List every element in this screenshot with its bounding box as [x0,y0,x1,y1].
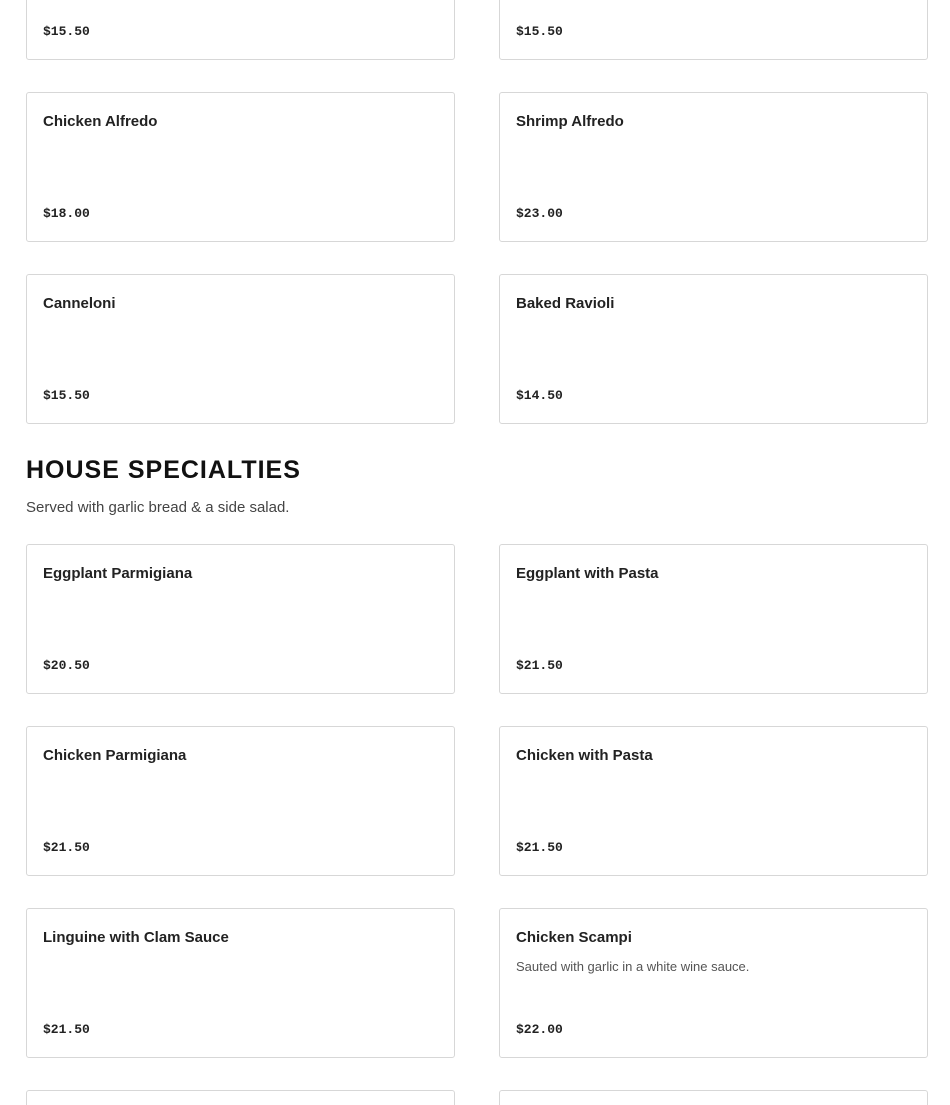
item-name: Eggplant with Pasta [516,565,659,582]
item-name: Chicken with Pasta [516,747,653,764]
item-name: Chicken Parmigiana [43,747,187,764]
item-name: Canneloni [43,295,116,312]
menu-item-card[interactable] [26,908,455,1058]
menu-item-card[interactable] [499,92,928,242]
section-title: HOUSE SPECIALTIES [26,456,301,484]
item-price: $22.00 [516,1022,563,1037]
menu-item-card[interactable] [499,908,928,1058]
menu-item-card[interactable] [26,1090,455,1105]
item-price: $15.50 [43,388,90,403]
item-price: $23.00 [516,206,563,221]
item-name: Chicken Alfredo [43,113,158,130]
menu-item-card[interactable] [26,0,455,60]
item-price: $18.00 [43,206,90,221]
menu-item-card[interactable] [499,0,928,60]
section-description: Served with garlic bread & a side salad. [26,499,290,516]
menu-item-card[interactable] [499,1090,928,1105]
menu-item-card[interactable] [26,544,455,694]
item-price: $15.50 [43,24,90,39]
item-price: $21.50 [43,840,90,855]
item-price: $21.50 [516,658,563,673]
menu-item-card[interactable] [499,544,928,694]
item-name: Eggplant Parmigiana [43,565,193,582]
item-price: $21.50 [516,840,563,855]
menu-item-card[interactable] [26,274,455,424]
menu-item-card[interactable] [499,274,928,424]
item-price: $14.50 [516,388,563,403]
item-price: $15.50 [516,24,563,39]
item-name: Baked Ravioli [516,295,615,312]
menu-item-card[interactable] [26,726,455,876]
item-name: Shrimp Alfredo [516,113,624,130]
menu-item-card[interactable] [499,726,928,876]
item-name: Chicken Scampi [516,929,632,946]
item-price: $21.50 [43,1022,90,1037]
item-name: Linguine with Clam Sauce [43,929,229,946]
item-price: $20.50 [43,658,90,673]
menu-item-card[interactable] [26,92,455,242]
item-description: Sauted with garlic in a white wine sauce. [516,959,750,974]
